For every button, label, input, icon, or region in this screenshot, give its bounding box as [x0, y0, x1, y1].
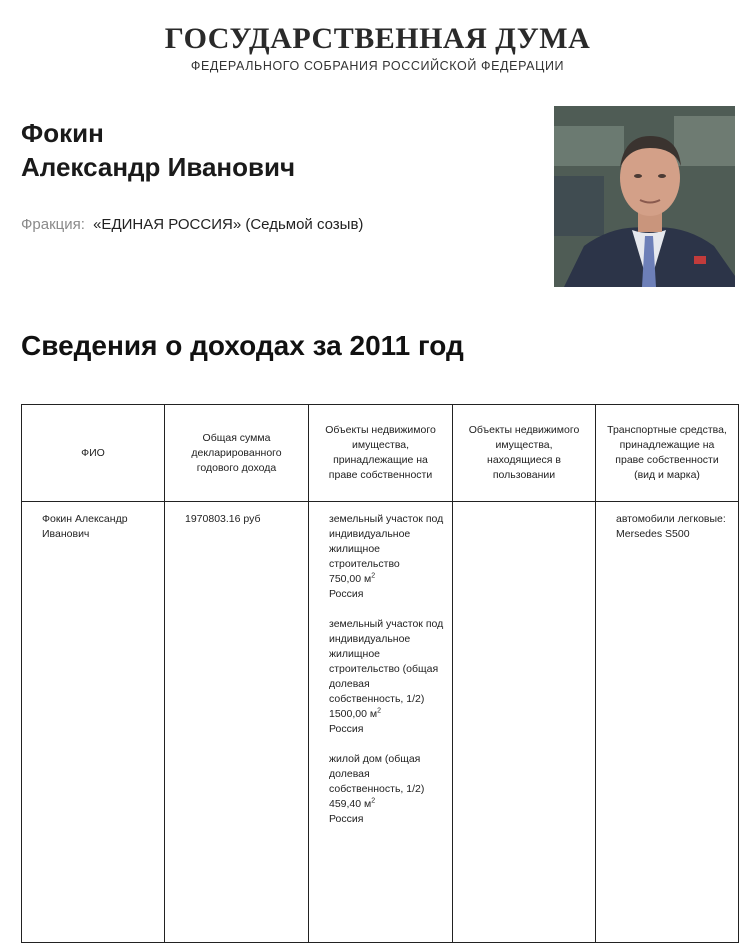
table-header-row [22, 405, 739, 502]
property-desc-line: строительство (общая [329, 663, 439, 675]
table-row [22, 502, 739, 943]
deputy-given-names: Александр Иванович [21, 152, 296, 182]
property-area: 750,00 $м^2$ [329, 572, 376, 585]
property-desc-line: строительство [329, 558, 400, 570]
header-vehicles: Транспортные средства, принадлежащие на праве собственности (вид и марка) [596, 405, 739, 502]
header-owned-property: Объекты недвижимого имущества, принадлежащие на праве собственности [309, 405, 453, 502]
header-fio: ФИО [22, 405, 165, 502]
faction-value[interactable]: «ЕДИНАЯ РОССИЯ» (Седьмой созыв) [93, 216, 364, 233]
property-desc-line: индивидуальное [329, 633, 411, 645]
property-country: Россия [329, 813, 364, 825]
property-desc-line: индивидуальное [329, 528, 411, 540]
deputy-surname: Фокин [21, 118, 104, 148]
income-table [21, 404, 739, 943]
property-area: 1500,00 $м^2$ [329, 707, 381, 720]
property-item [329, 512, 444, 602]
property-area: 459,40 $м^2$ [329, 797, 376, 810]
cell-income: 1970803.16 руб [165, 502, 309, 943]
faction-label: Фракция: [21, 216, 85, 233]
property-desc-line: долевая [329, 678, 370, 690]
site-title[interactable]: ГОСУДАРСТВЕННАЯ ДУМА [164, 22, 591, 55]
site-subtitle: ФЕДЕРАЛЬНОГО СОБРАНИЯ РОССИЙСКОЙ ФЕДЕРАЦИИ [190, 59, 565, 73]
property-desc-line: земельный участок под [329, 513, 444, 525]
property-desc-line: долевая [329, 768, 370, 780]
property-country: Россия [329, 588, 364, 600]
section-title: Сведения о доходах за 2011 год [21, 330, 464, 361]
property-item [329, 617, 444, 737]
cell-vehicles: автомобили легковые: Mersedes S500 [596, 502, 739, 943]
deputy-photo [554, 106, 735, 287]
property-desc-line: собственность, 1/2) [329, 783, 425, 795]
property-country: Россия [329, 723, 364, 735]
property-desc-line: земельный участок под [329, 618, 444, 630]
header-income: Общая сумма декларированного годового дохода [165, 405, 309, 502]
cell-property-in-use [453, 502, 596, 943]
deputy-faction [21, 216, 363, 233]
cell-fio: Фокин Александр Иванович [22, 502, 165, 943]
header-property-in-use: Объекты недвижимого имущества, находящиеся в пользовании [453, 405, 596, 502]
deputy-portrait-image [554, 106, 735, 287]
property-desc-line: жилищное [329, 543, 380, 555]
property-desc-line: жилищное [329, 648, 380, 660]
deputy-name [21, 116, 295, 184]
property-item [329, 752, 444, 827]
cell-owned-property [309, 502, 453, 943]
property-desc-line: жилой дом (общая [329, 753, 421, 765]
property-desc-line: собственность, 1/2) [329, 693, 425, 705]
site-header [0, 22, 755, 73]
